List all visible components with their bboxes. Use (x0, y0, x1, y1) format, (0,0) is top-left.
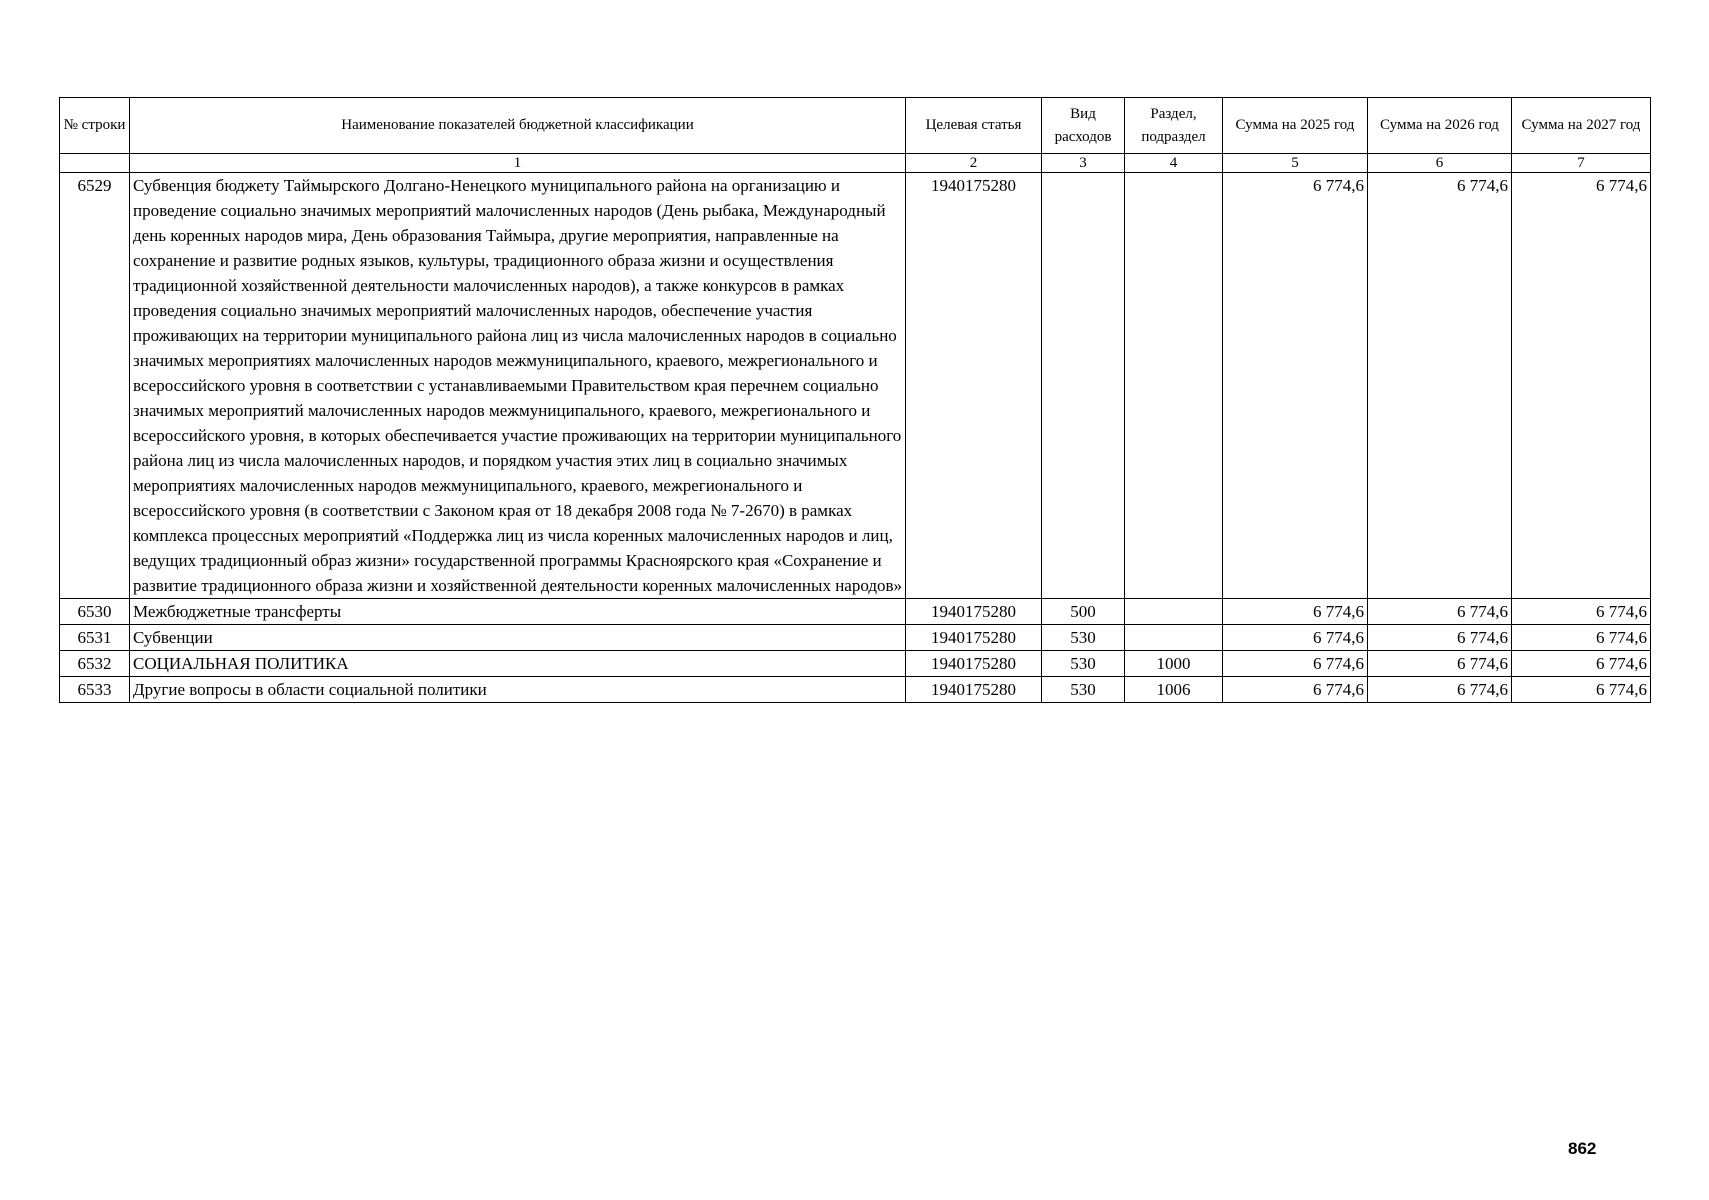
header-name: Наименование показателей бюджетной классификации (130, 98, 906, 154)
table-row (60, 677, 1651, 703)
row-expense-type: 530 (1042, 651, 1125, 677)
row-name: Субвенции (130, 625, 906, 651)
row-sum-2027: 6 774,6 (1512, 651, 1651, 677)
row-sum-2027: 6 774,6 (1512, 677, 1651, 703)
row-target: 1940175280 (906, 677, 1042, 703)
table-row (60, 651, 1651, 677)
row-sum-2026: 6 774,6 (1368, 599, 1512, 625)
row-sum-2026: 6 774,6 (1368, 651, 1512, 677)
column-number: 3 (1042, 154, 1125, 173)
row-target: 1940175280 (906, 599, 1042, 625)
column-number: 1 (130, 154, 906, 173)
table-row (60, 173, 1651, 599)
column-number (60, 154, 130, 173)
row-target: 1940175280 (906, 651, 1042, 677)
header-row (60, 98, 1651, 154)
row-section: 1006 (1125, 677, 1223, 703)
row-name: Межбюджетные трансферты (130, 599, 906, 625)
row-expense-type: 500 (1042, 599, 1125, 625)
header-row-no: № строки (60, 98, 130, 154)
column-number-row (60, 154, 1651, 173)
row-number: 6529 (60, 173, 130, 599)
header-sum-2027: Сумма на 2027 год (1512, 98, 1651, 154)
column-number: 5 (1223, 154, 1368, 173)
row-sum-2025: 6 774,6 (1223, 173, 1368, 599)
row-sum-2027: 6 774,6 (1512, 599, 1651, 625)
row-sum-2026: 6 774,6 (1368, 173, 1512, 599)
row-name: Другие вопросы в области социальной политики (130, 677, 906, 703)
row-section (1125, 599, 1223, 625)
row-expense-type: 530 (1042, 677, 1125, 703)
column-number: 4 (1125, 154, 1223, 173)
row-name: Субвенция бюджету Таймырского Долгано-Ненецкого муниципального района на организацию и проведение социально значимых мероприятий малочисленных народов (День рыбака, Международный день коренных народов мира, День образования Таймыра, другие мероприятия, направленные на сохранение и развитие родных языков, культуры, традиционного образа жизни и осуществления традиционной хозяйственной деятельности малочисленных народов), а также конкурсов в рамках проведения социально значимых мероприятий малочисленных народов, обеспечение участия проживающих на территории муниципального района лиц из числа малочисленных народов в социально значимых мероприятиях малочисленных народов межмуниципального, краевого, межрегионального и всероссийского уровня в соответствии с устанавливаемыми Правительством края перечнем социально значимых мероприятий малочисленных народов межмуниципального, краевого, межрегионального и всероссийского уровня, в которых обеспечивается участие проживающих на территории муниципального района лиц из числа малочисленных народов, и порядком участия этих лиц в социально значимых мероприятиях малочисленных народов межмуниципального, краевого, межрегионального и всероссийского уровня (в соответствии с Законом края от 18 декабря 2008 года № 7-2670) в рамках комплекса процессных мероприятий «Поддержка лиц из числа коренных малочисленных народов и лиц, ведущих традиционный образ жизни» государственной программы Красноярского края «Сохранение и развитие традиционного образа жизни и хозяйственной деятельности коренных малочисленных народов» (130, 173, 906, 599)
row-sum-2027: 6 774,6 (1512, 173, 1651, 599)
row-section (1125, 173, 1223, 599)
row-sum-2026: 6 774,6 (1368, 625, 1512, 651)
row-section (1125, 625, 1223, 651)
table-row (60, 625, 1651, 651)
table-row (60, 599, 1651, 625)
column-number: 2 (906, 154, 1042, 173)
row-number: 6533 (60, 677, 130, 703)
header-expense-type: Вид расходов (1042, 98, 1125, 154)
row-name: СОЦИАЛЬНАЯ ПОЛИТИКА (130, 651, 906, 677)
row-sum-2025: 6 774,6 (1223, 651, 1368, 677)
column-number: 7 (1512, 154, 1651, 173)
header-sum-2025: Сумма на 2025 год (1223, 98, 1368, 154)
row-number: 6530 (60, 599, 130, 625)
header-section: Раздел, подраздел (1125, 98, 1223, 154)
header-sum-2026: Сумма на 2026 год (1368, 98, 1512, 154)
page-number: 862 (1568, 1139, 1597, 1158)
row-section: 1000 (1125, 651, 1223, 677)
row-sum-2025: 6 774,6 (1223, 677, 1368, 703)
row-sum-2027: 6 774,6 (1512, 625, 1651, 651)
row-sum-2026: 6 774,6 (1368, 677, 1512, 703)
row-number: 6532 (60, 651, 130, 677)
row-sum-2025: 6 774,6 (1223, 599, 1368, 625)
row-sum-2025: 6 774,6 (1223, 625, 1368, 651)
row-expense-type: 530 (1042, 625, 1125, 651)
header-target: Целевая статья (906, 98, 1042, 154)
row-target: 1940175280 (906, 625, 1042, 651)
row-expense-type (1042, 173, 1125, 599)
column-number: 6 (1368, 154, 1512, 173)
row-number: 6531 (60, 625, 130, 651)
budget-table (59, 97, 1651, 703)
row-target: 1940175280 (906, 173, 1042, 599)
